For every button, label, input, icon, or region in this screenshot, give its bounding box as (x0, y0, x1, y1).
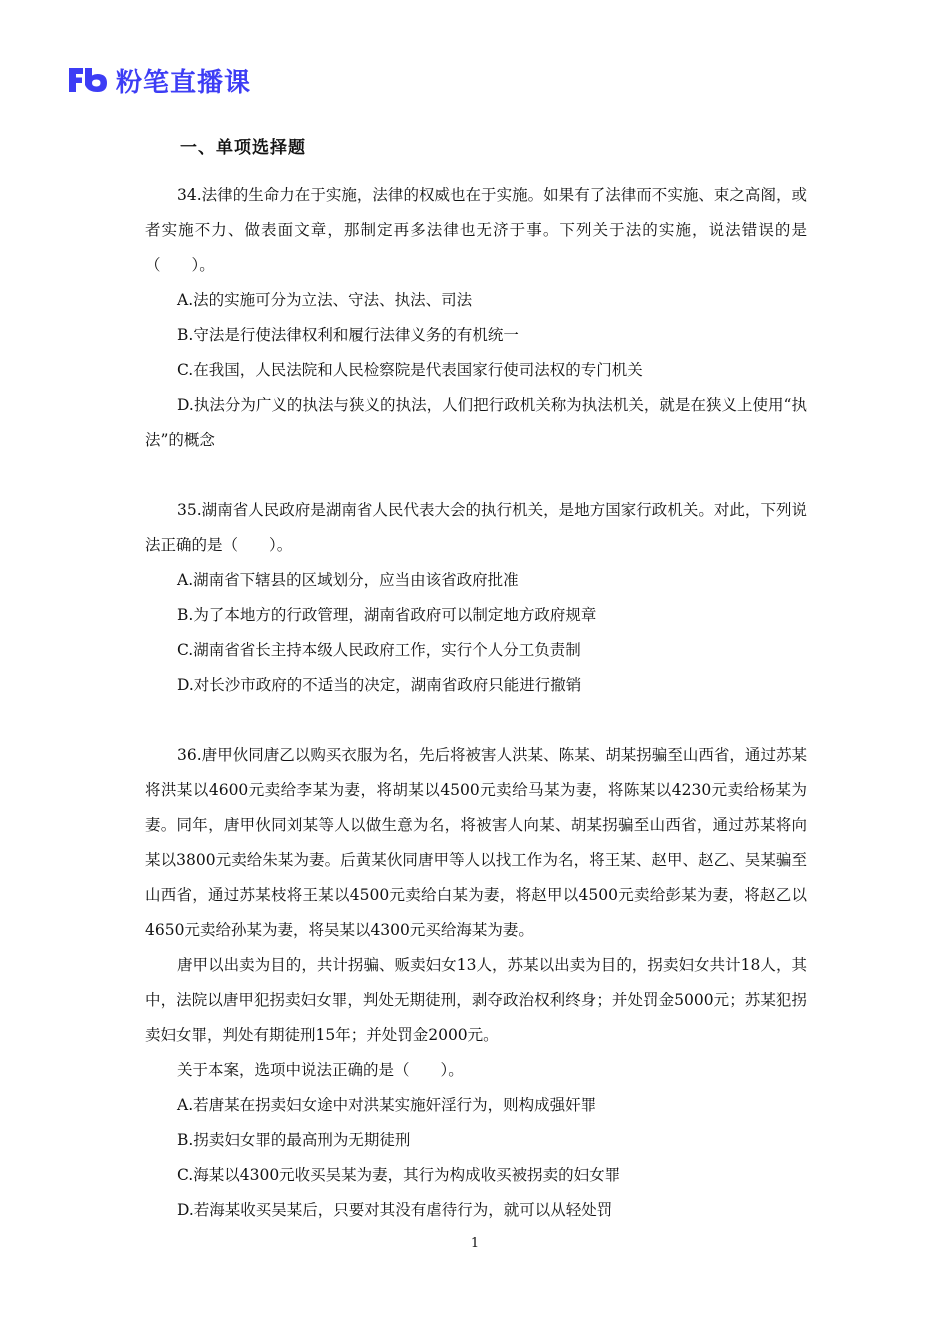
option-b: B.拐卖妇女罪的最高刑为无期徒刑 (177, 1131, 411, 1149)
option-c: C.海某以4300元收买吴某为妻，其行为构成收买被拐卖的妇女罪 (177, 1166, 621, 1184)
option-a: A.湖南省下辖县的区域划分，应当由该省政府批准 (177, 571, 519, 589)
question-35 (145, 493, 807, 703)
section-title: 一、单项选择题 (180, 138, 306, 158)
question-36 (145, 738, 807, 1228)
option-a: A.若唐某在拐卖妇女途中对洪某实施奸淫行为，则构成强奸罪 (177, 1096, 597, 1114)
option-d: D.若海某收买吴某后，只要对其没有虐待行为，就可以从轻处罚 (177, 1201, 613, 1219)
option-b: B.为了本地方的行政管理，湖南省政府可以制定地方政府规章 (177, 606, 597, 624)
question-stem: 35.湖南省人民政府是湖南省人民代表大会的执行机关，是地方国家行政机关。对此，下列说法正确的是（ ）。 (145, 501, 807, 554)
option-c: C.在我国，人民法院和人民检察院是代表国家行使司法权的专门机关 (177, 361, 643, 379)
option-a: A.法的实施可分为立法、守法、执法、司法 (177, 291, 473, 309)
question-list (145, 178, 807, 1228)
question-prompt: 关于本案，选项中说法正确的是（ ）。 (177, 1061, 464, 1079)
option-b: B.守法是行使法律权利和履行法律义务的有机统一 (177, 326, 519, 344)
option-c: C.湖南省省长主持本级人民政府工作，实行个人分工负责制 (177, 641, 581, 659)
question-stem: 34.法律的生命力在于实施，法律的权威也在于实施。如果有了法律而不实施、束之高阁，或者实施不力、做表面文章，那制定再多法律也无济于事。下列关于法的实施，说法错误的是（ ）。 (145, 186, 807, 274)
option-d: D.对长沙市政府的不适当的决定，湖南省政府只能进行撤销 (177, 676, 582, 694)
brand-name: 粉笔直播课 (116, 67, 252, 98)
question-stem-paragraph: 唐甲以出卖为目的，共计拐骗、贩卖妇女13人，苏某以出卖为目的，拐卖妇女共计18人，其中，法院以唐甲犯拐卖妇女罪，判处无期徒刑，剥夺政治权利终身；并处罚金5000元；苏某犯拐卖妇女罪，判处有期徒刑15年；并处罚金2000元。 (145, 956, 807, 1044)
question-34 (145, 178, 807, 458)
question-stem: 36.唐甲伙同唐乙以购买衣服为名，先后将被害人洪某、陈某、胡某拐骗至山西省，通过苏某将洪某以4600元卖给李某为妻，将胡某以4500元卖给马某为妻，将陈某以4230元卖给杨某为妻。同年，唐甲伙同刘某等人以做生意为名，将被害人向某、胡某拐骗至山西省，通过苏某将向某以3800元卖给朱某为妻。后黄某伙同唐甲等人以找工作为名，将王某、赵甲、赵乙、吴某骗至山西省，通过苏某枝将王某以4500元卖给白某为妻，将赵甲以4500元卖给彭某为妻，将赵乙以4650元卖给孙某为妻，将吴某以4300元买给海某为妻。 (145, 746, 807, 939)
page-number: 1 (470, 1236, 480, 1251)
fb-logo-icon (66, 65, 112, 95)
brand-logo (66, 62, 251, 98)
option-d: D.执法分为广义的执法与狭义的执法，人们把行政机关称为执法机关，就是在狭义上使用“执法”的概念 (145, 396, 807, 449)
